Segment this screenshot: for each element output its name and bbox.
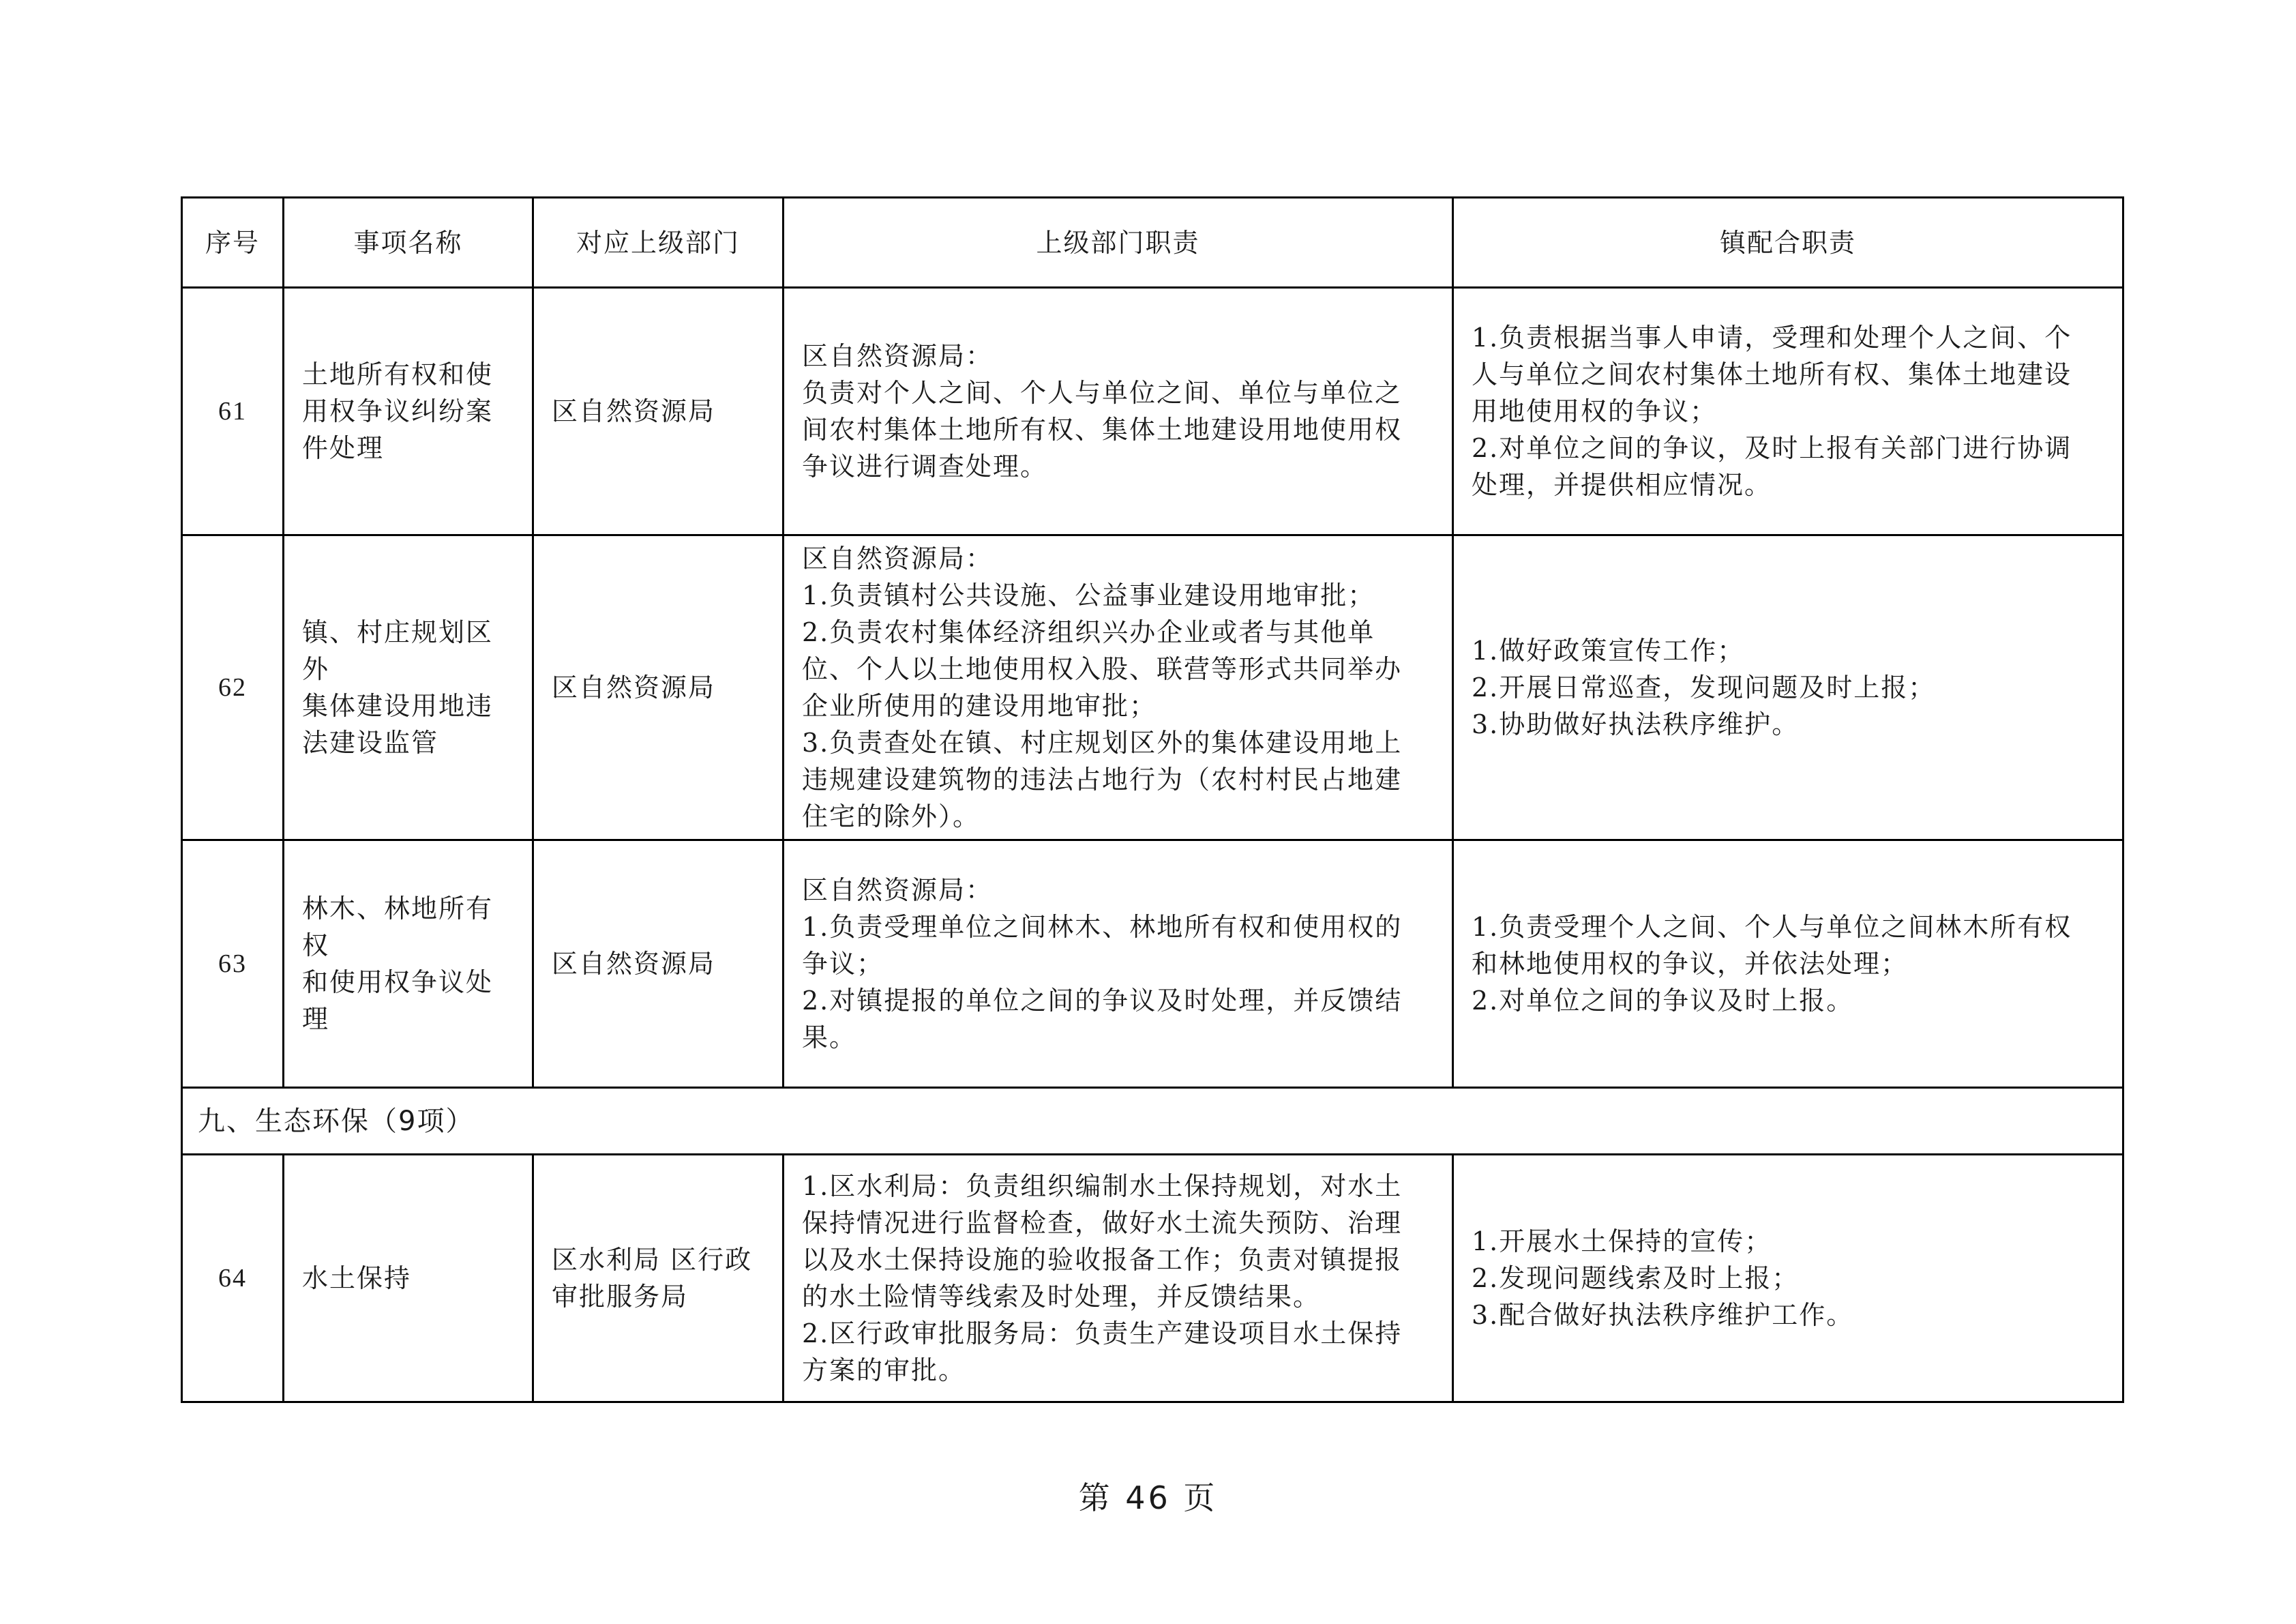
item-name: 土地所有权和使 用权争议纠纷案 件处理 <box>284 288 533 535</box>
town-cooperation-duty: 1.负责受理个人之间、个人与单位之间林木所有权 和林地使用权的争议，并依法处理； 2.对单位之间的争议及时上报。 <box>1453 840 2123 1088</box>
superior-duty: 区自然资源局： 负责对个人之间、个人与单位之间、单位与单位之 间农村集体土地所有权、集体土地建设用地使用权 争议进行调查处理。 <box>784 288 1453 535</box>
superior-department: 区自然资源局 <box>533 535 784 840</box>
superior-duty: 区自然资源局： 1.负责镇村公共设施、公益事业建设用地审批； 2.负责农村集体经济组织兴办企业或者与其他单 位、个人以土地使用权入股、联营等形式共同举办 企业所使用的建设用地审批； 3.负责查处在镇、村庄规划区外的集体建设用地上 违规建设建筑物的违法占地行为（农村村民占地建 住宅的除外）。 <box>784 535 1453 840</box>
duty-table <box>181 196 2124 1403</box>
item-name: 水土保持 <box>284 1155 533 1402</box>
header-name: 事项名称 <box>284 198 533 288</box>
header-dept: 对应上级部门 <box>533 198 784 288</box>
superior-duty: 区自然资源局： 1.负责受理单位之间林木、林地所有权和使用权的 争议； 2.对镇提报的单位之间的争议及时处理，并反馈结 果。 <box>784 840 1453 1088</box>
row-number: 61 <box>182 288 284 535</box>
table-row <box>182 840 2123 1088</box>
header-num: 序号 <box>182 198 284 288</box>
header-duty: 上级部门职责 <box>784 198 1453 288</box>
town-cooperation-duty: 1.做好政策宣传工作； 2.开展日常巡查，发现问题及时上报； 3.协助做好执法秩序维护。 <box>1453 535 2123 840</box>
item-name: 镇、村庄规划区外 集体建设用地违 法建设监管 <box>284 535 533 840</box>
superior-department: 区自然资源局 <box>533 288 784 535</box>
superior-department: 区水利局 区行政 审批服务局 <box>533 1155 784 1402</box>
town-cooperation-duty: 1.开展水土保持的宣传； 2.发现问题线索及时上报； 3.配合做好执法秩序维护工作。 <box>1453 1155 2123 1402</box>
item-name: 林木、林地所有权 和使用权争议处 理 <box>284 840 533 1088</box>
row-number: 63 <box>182 840 284 1088</box>
table-row <box>182 535 2123 840</box>
row-number: 62 <box>182 535 284 840</box>
table-row <box>182 1155 2123 1402</box>
row-number: 64 <box>182 1155 284 1402</box>
table-header-row <box>182 198 2123 288</box>
section-heading: 九、生态环保（9项） <box>182 1088 2123 1155</box>
section-heading-row <box>182 1088 2123 1155</box>
page-number: 第 46 页 <box>1078 1479 1218 1516</box>
table-row <box>182 288 2123 535</box>
header-coop: 镇配合职责 <box>1453 198 2123 288</box>
superior-department: 区自然资源局 <box>533 840 784 1088</box>
town-cooperation-duty: 1.负责根据当事人申请，受理和处理个人之间、个 人与单位之间农村集体土地所有权、集体土地建设 用地使用权的争议； 2.对单位之间的争议，及时上报有关部门进行协调 处理，并提供相应情况。 <box>1453 288 2123 535</box>
superior-duty: 1.区水利局：负责组织编制水土保持规划，对水土 保持情况进行监督检查，做好水土流失预防、治理 以及水土保持设施的验收报备工作；负责对镇提报 的水土险情等线索及时处理，并反馈结果。 2.区行政审批服务局：负责生产建设项目水土保持 方案的审批。 <box>784 1155 1453 1402</box>
